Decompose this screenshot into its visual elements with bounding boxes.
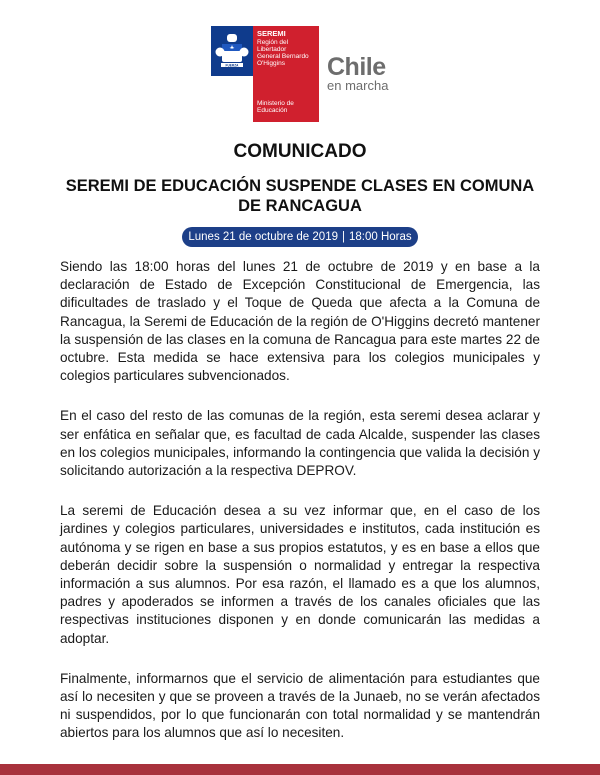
chile-wordmark: Chile — [327, 53, 386, 81]
chile-en-marcha-logo — [327, 55, 388, 92]
logo-blue-panel — [211, 26, 253, 76]
paragraph-3: La seremi de Educación desea a su vez informar que, en el caso de los jardines y colegios particulares, universidades e institutos, cada institución es autónoma y se rigen en base a sus propios estatutos, y es en base a ellos que deberán decidir sobre la suspensión o normalidad y entregar la respectiva información a sus alumnos. Por esa razón, el llamado es a que los alumnos, padres y apoderados se informen a través de los canales oficiales que las respectivas instituciones disponen y en donde comunicarán las medidas a adoptar. — [60, 503, 540, 646]
document-title: COMUNICADO — [233, 141, 367, 162]
logo-red-panel — [253, 26, 319, 122]
date-badge — [182, 227, 418, 247]
logo-region-text: Región del Libertador General Bernardo O'Higgins — [257, 39, 309, 67]
paragraph-2: En el caso del resto de las comunas de la región, esta seremi desea aclarar y ser enfática en señalar que, es facultad de cada Alcalde, suspender las clases en los colegios municipales, informando la contingencia que valida la decisión y solicitando autorización a la respectiva DEPROV. — [60, 408, 540, 479]
paragraph-1: Siendo las 18:00 horas del lunes 21 de octubre de 2019 y en base a la declaración de Estado de Excepción Constitucional de Emergencia, las dificultades de traslado y el Toque de Queda que afecta a la Comuna de Rancagua, la Seremi de Educación de la región de O'Higgins decretó mantener la suspensión de las clases en la comuna de Rancagua para este martes 22 de octubre. Esta medida se hace extensiva para los colegios municipales y colegios particulares subvencionados. — [60, 259, 540, 384]
logo-seremi-text: SEREMI — [257, 29, 286, 38]
document-subtitle: SEREMI DE EDUCACIÓN SUSPENDE CLASES EN COMUNA DE RANCAGUA — [65, 177, 535, 215]
paragraph-4: Finalmente, informarnos que el servicio de alimentación para estudiantes que así lo necesiten y que se proveen a través de la Junaeb, no se verán afectados ni suspendidos, por lo que funcionarán con total normalidad y se mantendrán abiertos para los alumnos que así lo necesiten. — [60, 670, 540, 741]
date-separator: | — [341, 231, 345, 243]
time-text: 18:00 Horas — [348, 231, 412, 243]
chile-tagline: en marcha — [327, 78, 389, 93]
date-text: Lunes 21 de octubre de 2019 — [188, 231, 338, 243]
coat-of-arms-icon — [214, 30, 250, 74]
footer-bar — [0, 764, 600, 775]
communique-body — [60, 258, 540, 765]
shield-motto: FUERZA — [225, 63, 239, 68]
seremi-logo — [211, 26, 319, 122]
logo-ministry-text: Ministerio de Educación — [257, 100, 294, 114]
